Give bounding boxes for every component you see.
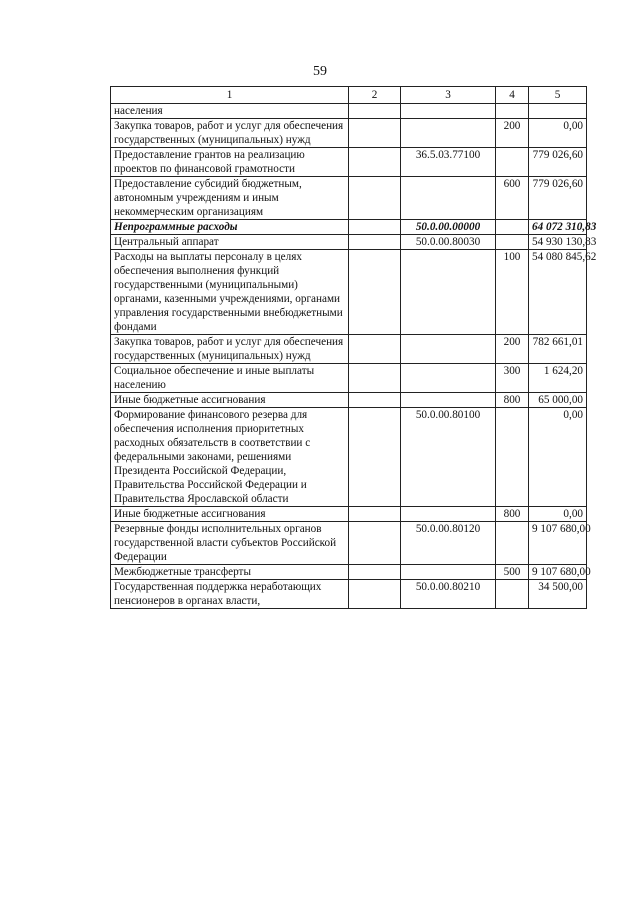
row-amount-cell: 9 107 680,00: [529, 522, 587, 565]
row-code-cell: [401, 119, 496, 148]
row-col2-cell: [349, 565, 401, 580]
row-code-cell: [401, 393, 496, 408]
row-code-cell: [401, 177, 496, 220]
table-row: [111, 250, 587, 335]
budget-table: [110, 86, 597, 609]
row-code-cell: [401, 507, 496, 522]
row-expense-type-cell: 200: [496, 119, 529, 148]
row-col2-cell: [349, 580, 401, 609]
header-col-2: 2: [349, 87, 401, 104]
row-code-cell: 50.0.00.80100: [401, 408, 496, 507]
row-expense-type-cell: 500: [496, 565, 529, 580]
page-number: 59: [313, 64, 327, 79]
table-row: [111, 393, 587, 408]
header-col-5: 5: [529, 87, 587, 104]
header-row: [111, 87, 587, 104]
row-expense-type-cell: [496, 408, 529, 507]
row-expense-type-cell: 100: [496, 250, 529, 335]
table-row: [111, 148, 587, 177]
header-col-4: 4: [496, 87, 529, 104]
row-col2-cell: [349, 393, 401, 408]
row-col2-cell: [349, 408, 401, 507]
row-amount-cell: 782 661,01: [529, 335, 587, 364]
table-row: [111, 364, 587, 393]
row-amount-cell: [529, 104, 587, 119]
row-amount-cell: 779 026,60: [529, 148, 587, 177]
row-code-cell: 50.0.00.80120: [401, 522, 496, 565]
row-expense-type-cell: [496, 522, 529, 565]
row-col2-cell: [349, 522, 401, 565]
row-name-cell: Расходы на выплаты персоналу в целях обеспечения выполнения функций государственными (муниципальными) органами, казенными учреждениями, органами управления государственными внебюджетными фондами: [111, 250, 349, 335]
row-col2-cell: [349, 220, 401, 235]
row-name-cell: Центральный аппарат: [111, 235, 349, 250]
row-code-cell: 50.0.00.80210: [401, 580, 496, 609]
table-row: [111, 119, 587, 148]
row-col2-cell: [349, 250, 401, 335]
row-expense-type-cell: [496, 148, 529, 177]
row-name-cell: Предоставление субсидий бюджетным, автономным учреждениям и иным некоммерческим организациям: [111, 177, 349, 220]
row-amount-cell: 54 930 130,83: [529, 235, 587, 250]
row-name-cell: Государственная поддержка неработающих пенсионеров в органах власти,: [111, 580, 349, 609]
row-amount-cell: 9 107 680,00: [529, 565, 587, 580]
row-col2-cell: [349, 104, 401, 119]
row-code-cell: [401, 335, 496, 364]
row-amount-cell: 0,00: [529, 408, 587, 507]
row-name-cell: Межбюджетные трансферты: [111, 565, 349, 580]
row-expense-type-cell: [496, 235, 529, 250]
row-amount-cell: 0,00: [529, 507, 587, 522]
table-row: [111, 507, 587, 522]
row-col2-cell: [349, 177, 401, 220]
row-expense-type-cell: 800: [496, 507, 529, 522]
row-col2-cell: [349, 119, 401, 148]
row-name-cell: Резервные фонды исполнительных органов государственной власти субъектов Российской Федерации: [111, 522, 349, 565]
row-expense-type-cell: 600: [496, 177, 529, 220]
row-code-cell: [401, 104, 496, 119]
row-name-cell: Формирование финансового резерва для обеспечения исполнения приоритетных расходных обязательств в соответствии с федеральными законами, решениями Президента Российской Федерации, Правительства Российской Федерации и Правительства Ярославской области: [111, 408, 349, 507]
row-amount-cell: 1 624,20: [529, 364, 587, 393]
row-name-cell: Предоставление грантов на реализацию проектов по финансовой грамотности: [111, 148, 349, 177]
header-col-1: 1: [111, 87, 349, 104]
table-row: [111, 104, 587, 119]
row-code-cell: [401, 565, 496, 580]
row-col2-cell: [349, 148, 401, 177]
table-row: [111, 565, 587, 580]
row-amount-cell: 34 500,00: [529, 580, 587, 609]
table-row: [111, 408, 587, 507]
row-code-cell: 50.0.00.00000: [401, 220, 496, 235]
row-expense-type-cell: [496, 220, 529, 235]
row-code-cell: 50.0.00.80030: [401, 235, 496, 250]
row-expense-type-cell: 300: [496, 364, 529, 393]
row-expense-type-cell: [496, 580, 529, 609]
row-name-cell: населения: [111, 104, 349, 119]
row-expense-type-cell: 200: [496, 335, 529, 364]
table-row: [111, 220, 587, 235]
table-row: [111, 177, 587, 220]
row-amount-cell: 0,00: [529, 119, 587, 148]
row-expense-type-cell: 800: [496, 393, 529, 408]
row-col2-cell: [349, 235, 401, 250]
table-row: [111, 235, 587, 250]
row-amount-cell: 64 072 310,83: [529, 220, 587, 235]
row-name-cell: Закупка товаров, работ и услуг для обеспечения государственных (муниципальных) нужд: [111, 335, 349, 364]
row-name-cell: Закупка товаров, работ и услуг для обеспечения государственных (муниципальных) нужд: [111, 119, 349, 148]
row-name-cell: Непрограммные расходы: [111, 220, 349, 235]
row-code-cell: 36.5.03.77100: [401, 148, 496, 177]
row-code-cell: [401, 250, 496, 335]
header-col-3: 3: [401, 87, 496, 104]
table-row: [111, 522, 587, 565]
row-col2-cell: [349, 335, 401, 364]
table-header: [111, 87, 587, 104]
row-col2-cell: [349, 507, 401, 522]
table-row: [111, 335, 587, 364]
row-amount-cell: 54 080 845,62: [529, 250, 587, 335]
row-name-cell: Социальное обеспечение и иные выплаты населению: [111, 364, 349, 393]
row-expense-type-cell: [496, 104, 529, 119]
row-amount-cell: 779 026,60: [529, 177, 587, 220]
row-amount-cell: 65 000,00: [529, 393, 587, 408]
table-row: [111, 580, 587, 609]
row-name-cell: Иные бюджетные ассигнования: [111, 507, 349, 522]
row-col2-cell: [349, 364, 401, 393]
row-code-cell: [401, 364, 496, 393]
table-body: [111, 104, 597, 609]
row-name-cell: Иные бюджетные ассигнования: [111, 393, 349, 408]
